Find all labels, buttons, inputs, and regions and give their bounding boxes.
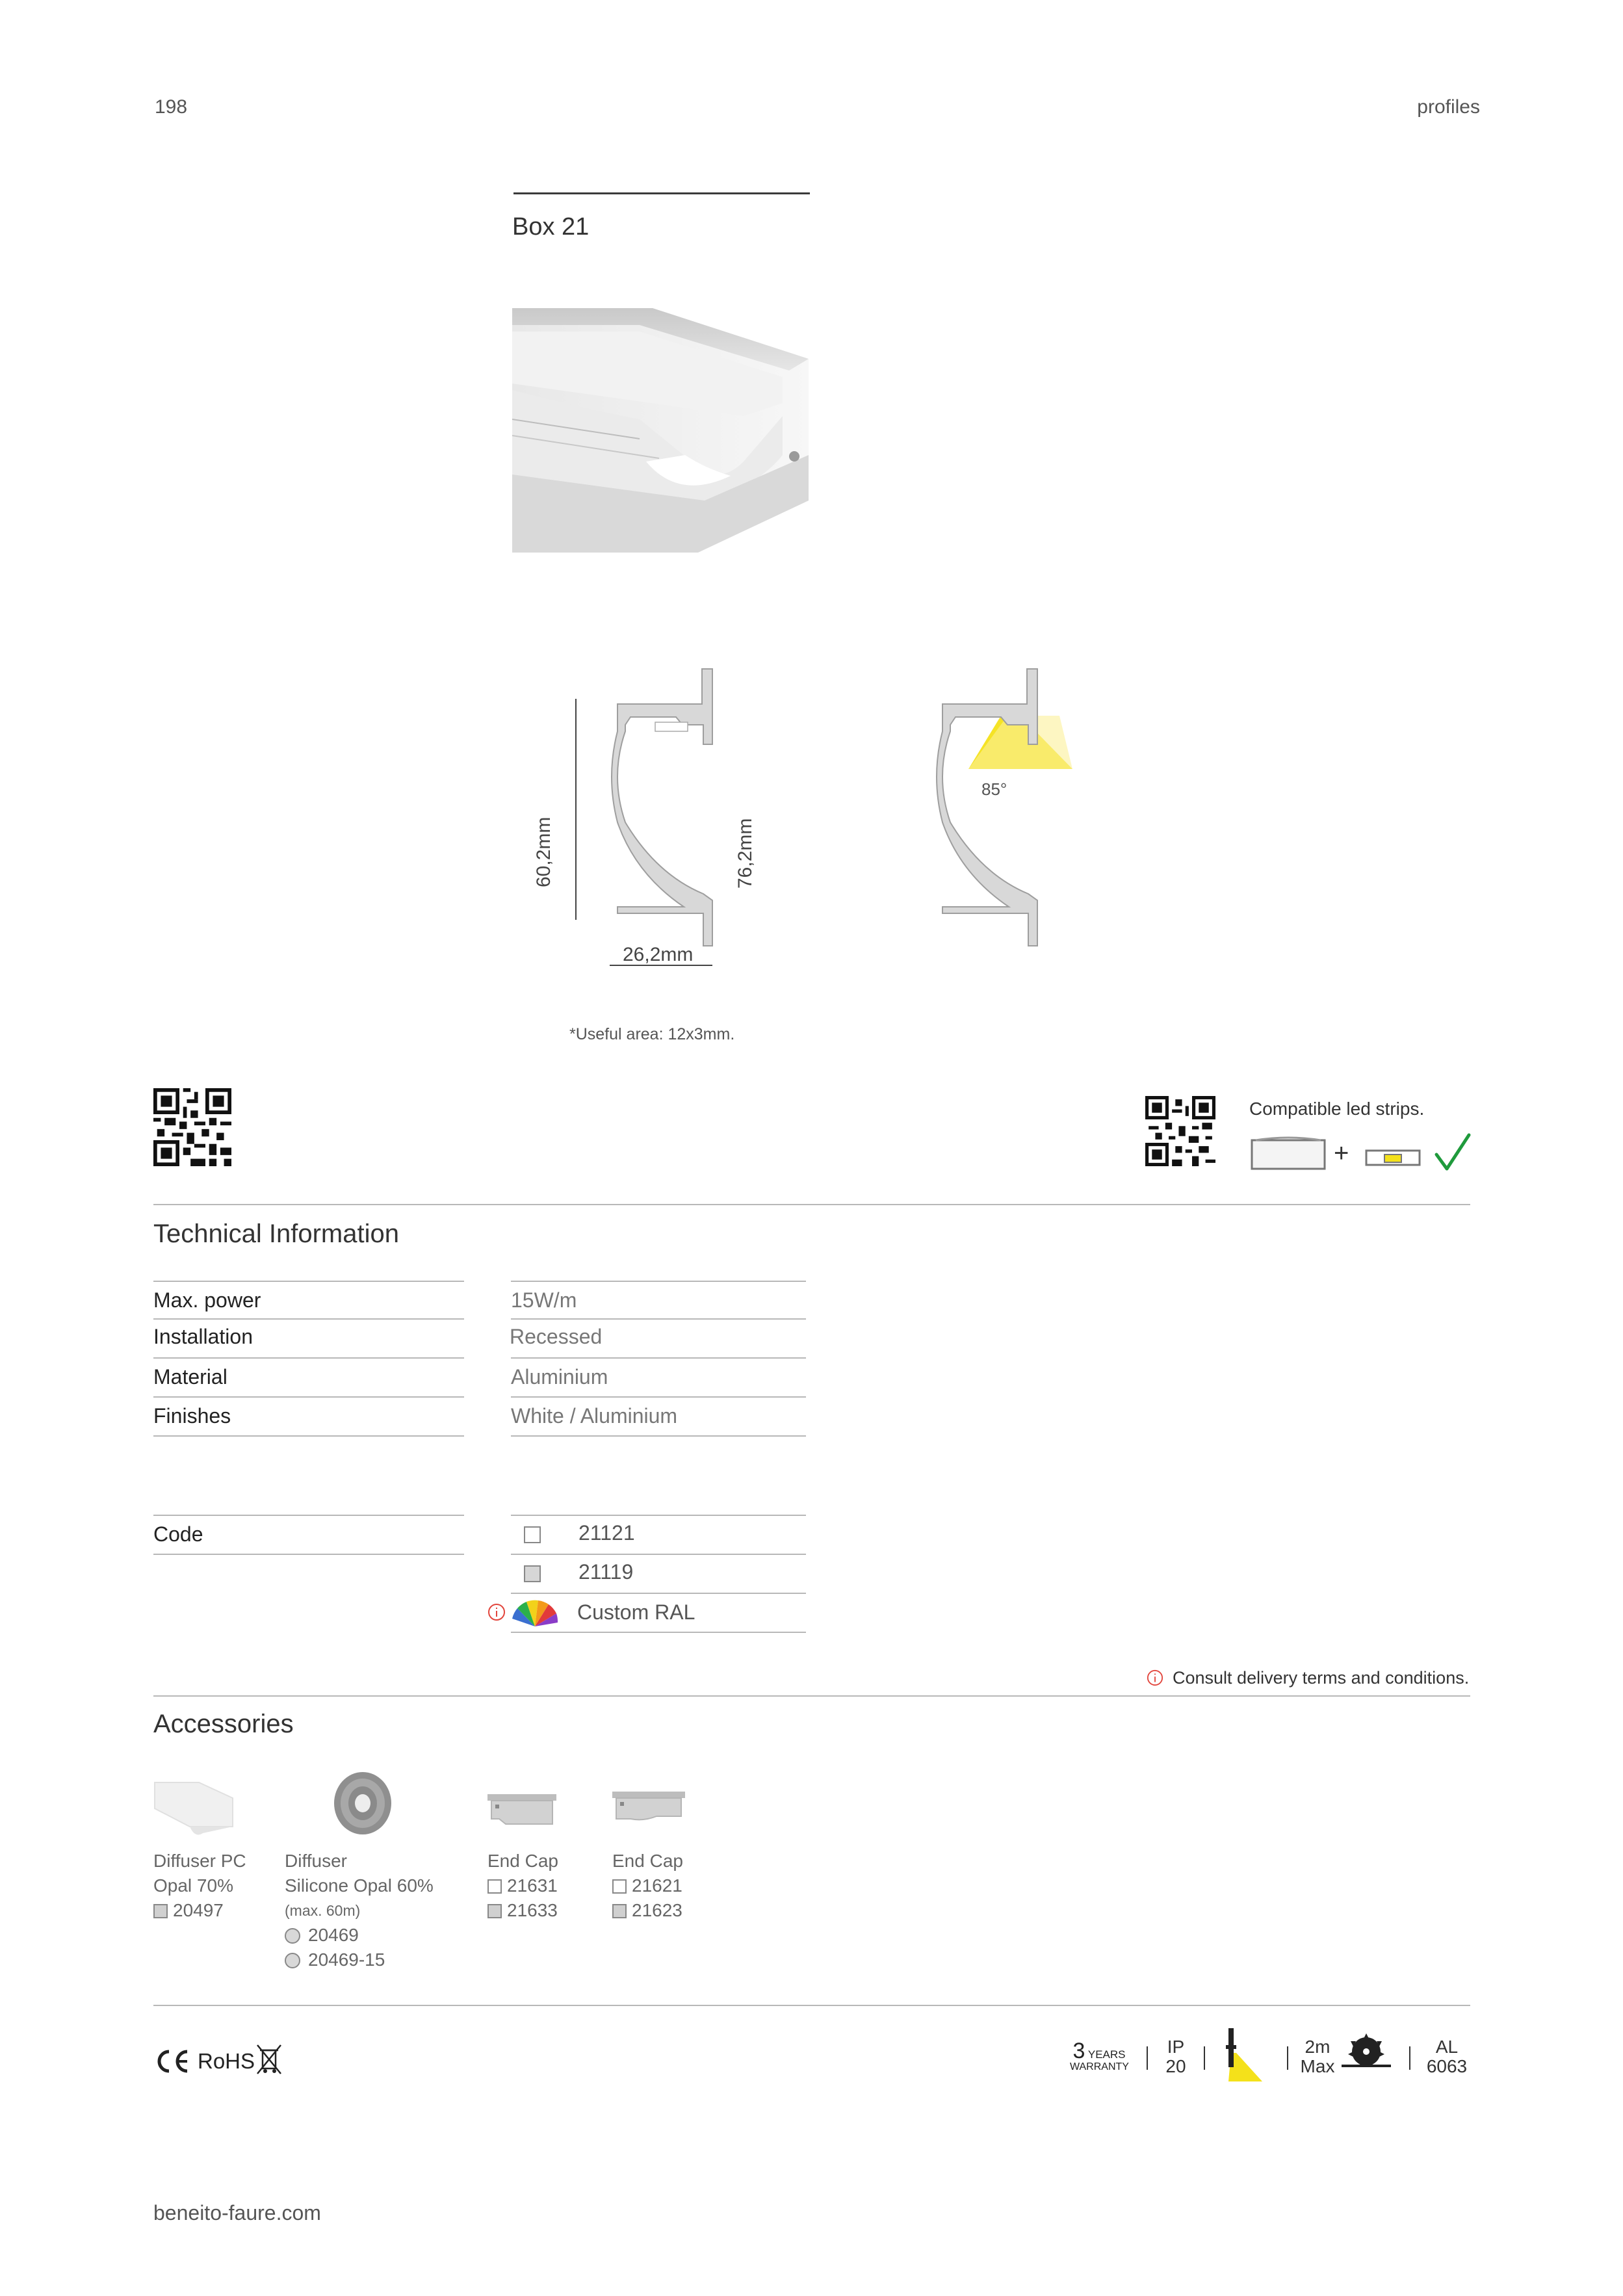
- grey-circle-swatch: [285, 1928, 300, 1944]
- accessory-name: Diffuser: [285, 1851, 347, 1871]
- separator: [1204, 2046, 1205, 2070]
- compatible-label: Compatible led strips.: [1249, 1099, 1425, 1119]
- accessory-item: [285, 1849, 434, 1972]
- alloy-value: 6063: [1426, 2056, 1468, 2076]
- accessory-code: [285, 1948, 434, 1972]
- divider: [511, 1515, 806, 1516]
- code-label: Code: [153, 1522, 203, 1546]
- diffuser-pc-image: [153, 1780, 234, 1840]
- silicone-roll-image: [330, 1769, 395, 1837]
- accessory-code: [487, 1898, 558, 1923]
- profile-icon: [1249, 1135, 1327, 1173]
- accessory-code-text: 20497: [173, 1900, 224, 1920]
- length-value: 2m: [1305, 2037, 1331, 2057]
- light-beam-drawing: [929, 660, 1085, 952]
- alloy-spec: [1423, 2037, 1470, 2076]
- accessory-item: [612, 1849, 683, 1923]
- max-length: [1299, 2037, 1336, 2076]
- accessory-code-text: 20469-15: [308, 1950, 385, 1970]
- divider: [153, 1554, 464, 1555]
- accessory-code: [153, 1898, 246, 1923]
- warranty-number: 3: [1072, 2039, 1085, 2063]
- grey-swatch: [612, 1904, 627, 1918]
- code-custom-ral: Custom RAL: [577, 1600, 695, 1624]
- plus-sign: +: [1334, 1139, 1349, 1168]
- divider: [511, 1318, 806, 1320]
- divider: [511, 1554, 806, 1555]
- ip-rating: [1160, 2037, 1192, 2076]
- accessories-heading: Accessories: [153, 1710, 294, 1738]
- useful-area-note: *Useful area: 12x3mm.: [569, 1025, 735, 1043]
- accessory-code-text: 21621: [632, 1875, 682, 1896]
- separator: [1147, 2046, 1148, 2070]
- ip-label: IP: [1167, 2037, 1185, 2057]
- delivery-notice: Consult delivery terms and conditions.: [1173, 1668, 1470, 1688]
- warranty-word: WARRANTY: [1070, 2061, 1129, 2072]
- led-strip-icon: [1365, 1148, 1421, 1168]
- white-swatch: [524, 1526, 541, 1543]
- white-swatch: [487, 1879, 502, 1894]
- grey-swatch: [524, 1565, 541, 1582]
- end-cap-image: [486, 1793, 558, 1829]
- divider: [511, 1281, 806, 1282]
- white-swatch: [612, 1879, 627, 1894]
- installation-value: Recessed: [510, 1325, 603, 1348]
- accessory-code: [612, 1898, 683, 1923]
- code-white: 21121: [578, 1521, 635, 1545]
- divider: [153, 1515, 464, 1516]
- weee-bin-icon: [256, 2044, 282, 2078]
- warranty-years: YEARS: [1087, 2048, 1126, 2061]
- accessory-name: Diffuser PC: [153, 1851, 246, 1871]
- accessory-item: [487, 1849, 558, 1923]
- divider: [153, 1281, 464, 1282]
- grey-swatch: [487, 1904, 502, 1918]
- divider: [153, 1396, 464, 1398]
- beam-angle-label: 85°: [981, 779, 1007, 799]
- divider: [511, 1357, 806, 1359]
- check-icon: [1434, 1132, 1472, 1173]
- end-cap-image: [611, 1790, 686, 1827]
- divider: [153, 2005, 1470, 2006]
- product-title: Box 21: [512, 213, 590, 241]
- ral-color-fan-icon: [511, 1599, 559, 1628]
- divider: [511, 1396, 806, 1398]
- divider: [511, 1593, 806, 1594]
- separator: [1409, 2046, 1410, 2070]
- accessory-spec: Opal 70%: [153, 1875, 233, 1896]
- divider: [153, 1204, 1470, 1205]
- material-value: Aluminium: [511, 1365, 608, 1389]
- qr-code[interactable]: [153, 1088, 231, 1166]
- ce-mark-icon: [153, 2048, 191, 2075]
- divider: [511, 1435, 806, 1437]
- finishes-label: Finishes: [153, 1404, 231, 1428]
- max-power-label: Max. power: [153, 1288, 261, 1312]
- divider: [153, 1435, 464, 1437]
- accessory-code-text: 21633: [507, 1900, 558, 1920]
- accessory-code-text: 20469: [308, 1925, 359, 1945]
- recessed-light-icon: [1222, 2027, 1267, 2081]
- divider: [153, 1357, 464, 1359]
- saw-cut-icon: [1342, 2032, 1391, 2071]
- accessory-code: [487, 1873, 558, 1898]
- divider: [153, 1318, 464, 1320]
- separator: [1287, 2046, 1288, 2070]
- warranty-badge: [1070, 2039, 1128, 2073]
- section-label: profiles: [1417, 96, 1480, 118]
- accessory-code: [612, 1873, 683, 1898]
- code-grey: 21119: [578, 1560, 634, 1584]
- footer-website-link[interactable]: beneito-faure.com: [153, 2201, 321, 2224]
- accessory-name: End Cap: [612, 1851, 683, 1871]
- qr-code-compatible[interactable]: [1145, 1096, 1215, 1166]
- accessory-note: (max. 60m): [285, 1902, 361, 1919]
- divider: [153, 1695, 1470, 1697]
- accessory-code-text: 21623: [632, 1900, 682, 1920]
- grey-circle-swatch: [285, 1953, 300, 1968]
- divider: [511, 1632, 806, 1633]
- max-power-value: 15W/m: [511, 1288, 577, 1312]
- grey-swatch: [153, 1904, 168, 1918]
- info-icon: [1147, 1669, 1163, 1686]
- title-rule: [513, 192, 810, 194]
- alloy-label: AL: [1435, 2037, 1459, 2057]
- accessory-spec: Silicone Opal 60%: [285, 1875, 434, 1896]
- accessory-code-text: 21631: [507, 1875, 558, 1896]
- product-render-image: [510, 306, 819, 553]
- tech-info-heading: Technical Information: [153, 1220, 399, 1248]
- dim-height-inner: 60,2mm: [533, 816, 554, 887]
- info-icon[interactable]: [487, 1603, 506, 1621]
- material-label: Material: [153, 1365, 227, 1389]
- installation-label: Installation: [153, 1325, 253, 1348]
- page-number: 198: [155, 96, 188, 118]
- ip-value: 20: [1165, 2056, 1186, 2076]
- accessory-item: [153, 1849, 246, 1923]
- length-word: Max: [1300, 2056, 1335, 2076]
- finishes-value: White / Aluminium: [511, 1404, 678, 1428]
- rohs-mark: RoHS: [198, 2049, 255, 2073]
- accessory-name: End Cap: [487, 1851, 558, 1871]
- dim-height-total: 76,2mm: [734, 818, 756, 889]
- accessory-code: [285, 1923, 434, 1948]
- dim-width: 26,2mm: [623, 944, 694, 965]
